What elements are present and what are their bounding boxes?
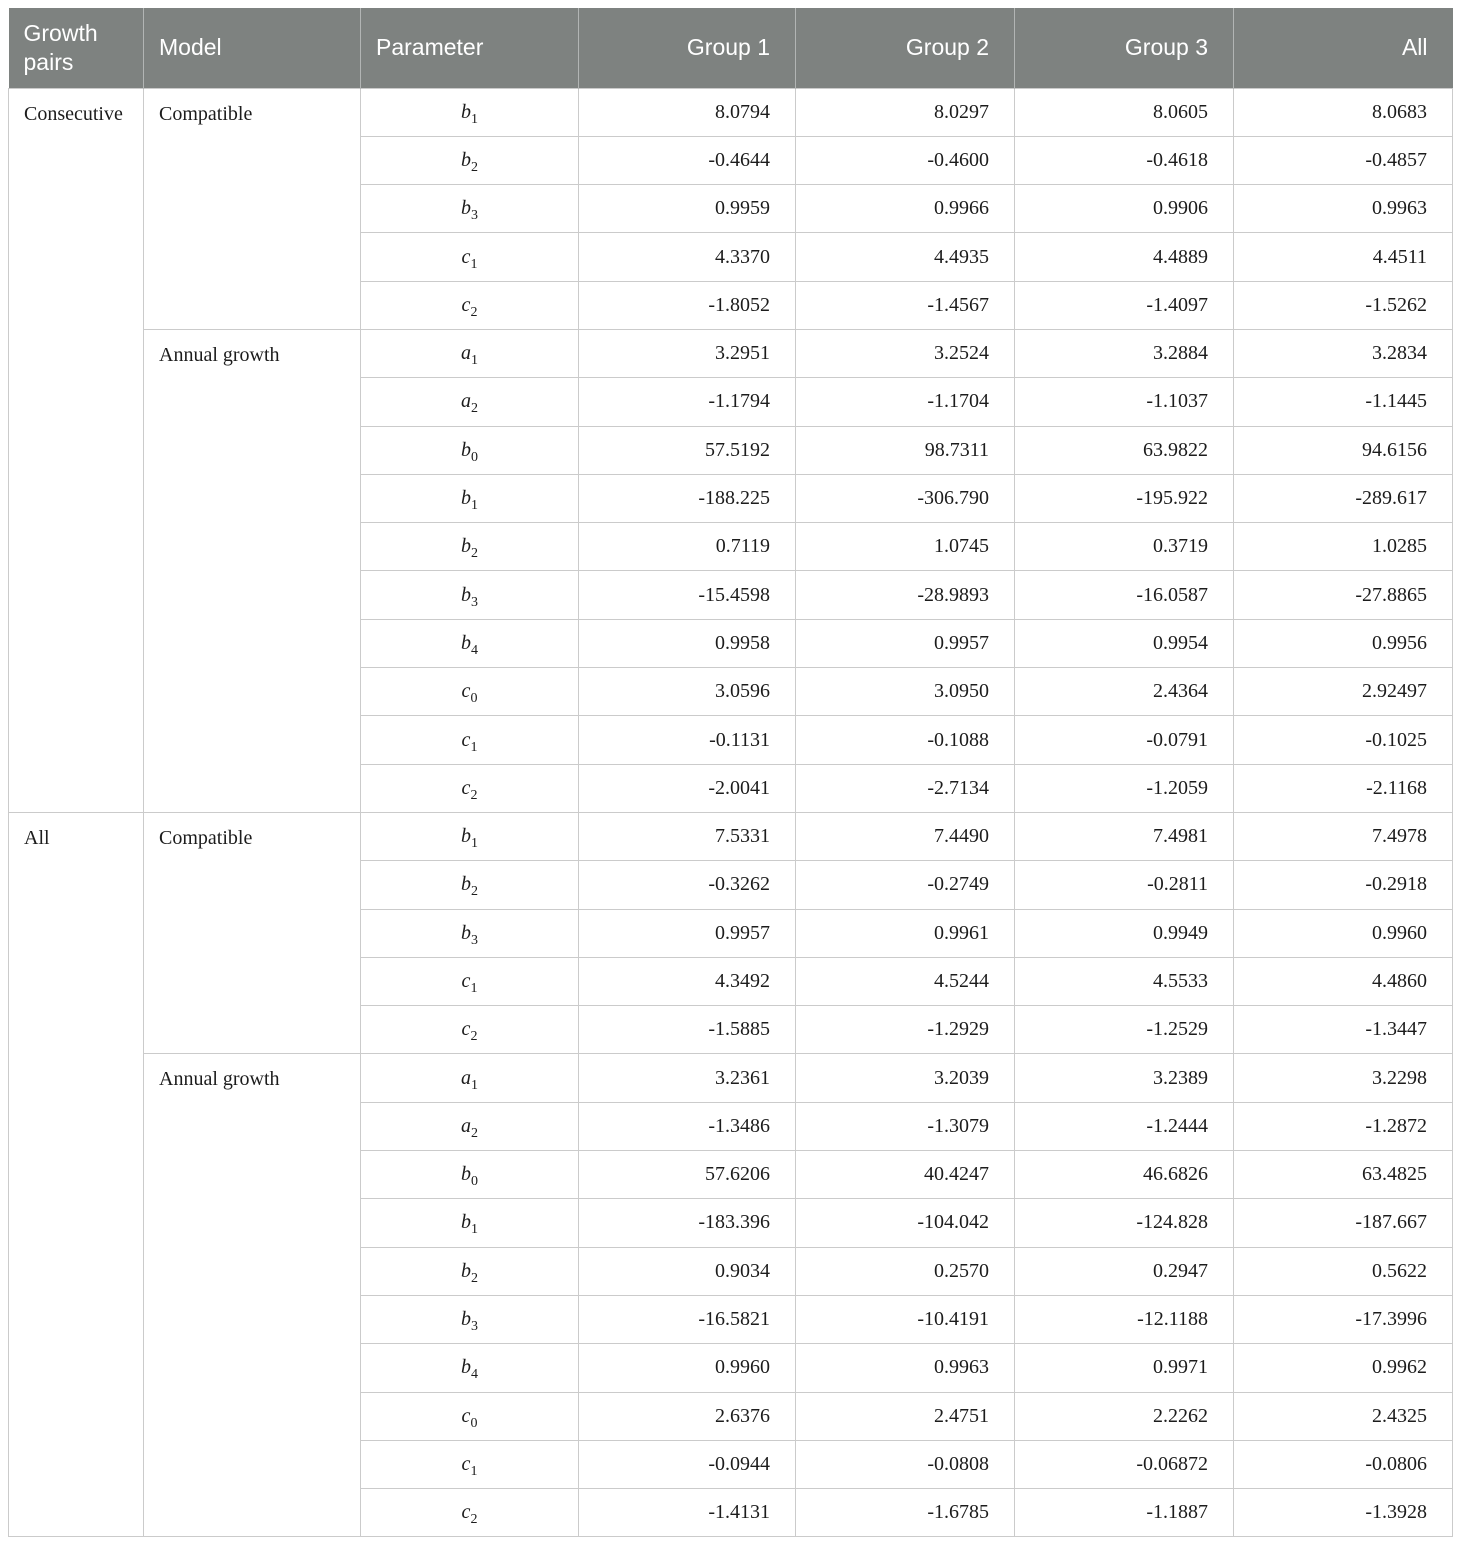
value-cell: -16.0587 (1015, 571, 1234, 619)
value-cell: 4.4889 (1015, 233, 1234, 281)
parameter-cell (361, 88, 579, 136)
value-cell: -1.1887 (1015, 1489, 1234, 1537)
value-cell: -187.667 (1234, 1199, 1453, 1247)
value-cell: 46.6826 (1015, 1151, 1234, 1199)
value-cell: 3.2039 (796, 1054, 1015, 1102)
parameter-symbol: a (461, 1066, 471, 1089)
parameter-cell (361, 281, 579, 329)
parameter-symbol: b (461, 873, 471, 896)
value-cell: -124.828 (1015, 1199, 1234, 1247)
parameter-subscript: 1 (470, 980, 478, 996)
parameter-subscript: 0 (471, 1174, 478, 1190)
parameter-symbol: a (461, 342, 471, 365)
value-cell: -1.1037 (1015, 378, 1234, 426)
value-cell: -0.1025 (1234, 716, 1453, 764)
value-cell: 0.9961 (796, 909, 1015, 957)
value-cell: 0.9034 (579, 1247, 796, 1295)
parameter-cell (361, 619, 579, 667)
table-row (9, 329, 1453, 377)
value-cell: 3.0596 (579, 668, 796, 716)
value-cell: 57.6206 (579, 1151, 796, 1199)
value-cell: 3.2884 (1015, 329, 1234, 377)
parameter-symbol: c (461, 1452, 471, 1475)
value-cell: 8.0794 (579, 88, 796, 136)
parameter-cell (361, 1054, 579, 1102)
value-cell: -0.4600 (796, 136, 1015, 184)
parameter-subscript: 1 (470, 739, 478, 755)
parameter-symbol: b (461, 1308, 471, 1331)
value-cell: -183.396 (579, 1199, 796, 1247)
model-cell: Compatible (144, 812, 361, 1053)
parameter-symbol: b (461, 1163, 471, 1186)
value-cell: 2.6376 (579, 1392, 796, 1440)
value-cell: -1.2929 (796, 1006, 1015, 1054)
value-cell: 0.9957 (579, 909, 796, 957)
parameter-symbol: b (461, 631, 471, 654)
parameter-cell (361, 1102, 579, 1150)
parameter-symbol: c (461, 969, 471, 992)
value-cell: 0.7119 (579, 523, 796, 571)
parameter-cell (361, 668, 579, 716)
value-cell: 57.5192 (579, 426, 796, 474)
parameter-subscript: 2 (471, 884, 478, 900)
column-header-parameter: Parameter (361, 8, 579, 88)
parameter-cell (361, 1199, 579, 1247)
value-cell: 4.5533 (1015, 957, 1234, 1005)
value-cell: -1.2529 (1015, 1006, 1234, 1054)
value-cell: 3.2298 (1234, 1054, 1453, 1102)
value-cell: 4.4860 (1234, 957, 1453, 1005)
value-cell: 8.0605 (1015, 88, 1234, 136)
parameter-subscript: 1 (471, 1222, 478, 1238)
value-cell: -0.4857 (1234, 136, 1453, 184)
value-cell: 4.3492 (579, 957, 796, 1005)
value-cell: 7.5331 (579, 812, 796, 860)
value-cell: -16.5821 (579, 1295, 796, 1343)
value-cell: -1.2059 (1015, 764, 1234, 812)
parameter-cell (361, 1151, 579, 1199)
value-cell: 8.0683 (1234, 88, 1453, 136)
parameter-cell (361, 1440, 579, 1488)
value-cell: 0.9957 (796, 619, 1015, 667)
value-cell: 4.4935 (796, 233, 1015, 281)
value-cell: -1.8052 (579, 281, 796, 329)
value-cell: -15.4598 (579, 571, 796, 619)
parameter-subscript: 2 (471, 1270, 478, 1286)
value-cell: 8.0297 (796, 88, 1015, 136)
value-cell: -0.2811 (1015, 861, 1234, 909)
parameter-symbol: a (461, 1114, 471, 1137)
value-cell: 1.0285 (1234, 523, 1453, 571)
parameter-subscript: 2 (471, 159, 478, 175)
value-cell: 4.3370 (579, 233, 796, 281)
parameters-table (8, 8, 1453, 1537)
value-cell: -0.1088 (796, 716, 1015, 764)
parameter-subscript: 2 (471, 1125, 478, 1141)
parameter-cell (361, 1295, 579, 1343)
value-cell: -1.3079 (796, 1102, 1015, 1150)
value-cell: 3.2951 (579, 329, 796, 377)
parameter-symbol: c (461, 293, 471, 316)
value-cell: 0.9963 (796, 1344, 1015, 1392)
parameter-symbol: c (461, 1404, 471, 1427)
table-body (9, 88, 1453, 1537)
value-cell: -1.5262 (1234, 281, 1453, 329)
parameter-subscript: 2 (470, 1512, 478, 1528)
parameter-symbol: a (461, 390, 471, 413)
table-row (9, 812, 1453, 860)
column-header-growth-pairs: Growth pairs (9, 8, 144, 88)
value-cell: 0.9971 (1015, 1344, 1234, 1392)
parameter-symbol: c (461, 680, 471, 703)
value-cell: 3.2389 (1015, 1054, 1234, 1102)
value-cell: -2.1168 (1234, 764, 1453, 812)
value-cell: 0.9962 (1234, 1344, 1453, 1392)
value-cell: 0.9954 (1015, 619, 1234, 667)
parameter-subscript: 2 (471, 546, 478, 562)
parameter-cell (361, 716, 579, 764)
value-cell: 4.5244 (796, 957, 1015, 1005)
parameter-subscript: 3 (471, 1319, 478, 1335)
parameter-symbol: b (461, 1211, 471, 1234)
value-cell: 2.4325 (1234, 1392, 1453, 1440)
value-cell: 0.9966 (796, 185, 1015, 233)
value-cell: 0.3719 (1015, 523, 1234, 571)
column-header-model: Model (144, 8, 361, 88)
value-cell: -2.0041 (579, 764, 796, 812)
value-cell: 3.0950 (796, 668, 1015, 716)
parameter-subscript: 1 (471, 353, 478, 369)
value-cell: 40.4247 (796, 1151, 1015, 1199)
value-cell: 0.9956 (1234, 619, 1453, 667)
value-cell: -1.2444 (1015, 1102, 1234, 1150)
value-cell: -1.1445 (1234, 378, 1453, 426)
value-cell: -0.2749 (796, 861, 1015, 909)
column-header-group-3: Group 3 (1015, 8, 1234, 88)
parameter-subscript: 3 (471, 594, 478, 610)
value-cell: -104.042 (796, 1199, 1015, 1247)
value-cell: -289.617 (1234, 474, 1453, 522)
parameter-cell (361, 1006, 579, 1054)
parameter-subscript: 1 (471, 498, 478, 514)
parameter-cell (361, 329, 579, 377)
value-cell: -0.2918 (1234, 861, 1453, 909)
table-header (9, 8, 1453, 88)
value-cell: 0.9906 (1015, 185, 1234, 233)
value-cell: 2.92497 (1234, 668, 1453, 716)
value-cell: 3.2524 (796, 329, 1015, 377)
parameter-cell (361, 426, 579, 474)
parameter-symbol: c (461, 728, 471, 751)
value-cell: -28.9893 (796, 571, 1015, 619)
value-cell: -1.2872 (1234, 1102, 1453, 1150)
value-cell: -306.790 (796, 474, 1015, 522)
parameter-symbol: b (461, 535, 471, 558)
parameter-cell (361, 1247, 579, 1295)
model-cell: Annual growth (144, 329, 361, 812)
parameter-cell (361, 523, 579, 571)
value-cell: 1.0745 (796, 523, 1015, 571)
parameter-cell (361, 957, 579, 1005)
value-cell: 0.9960 (579, 1344, 796, 1392)
value-cell: -1.4567 (796, 281, 1015, 329)
value-cell: -1.3447 (1234, 1006, 1453, 1054)
parameter-subscript: 4 (471, 642, 478, 658)
value-cell: -1.4131 (579, 1489, 796, 1537)
value-cell: -10.4191 (796, 1295, 1015, 1343)
value-cell: -0.0944 (579, 1440, 796, 1488)
model-cell: Compatible (144, 88, 361, 329)
parameter-cell (361, 861, 579, 909)
value-cell: 0.2570 (796, 1247, 1015, 1295)
parameter-cell (361, 764, 579, 812)
value-cell: 63.4825 (1234, 1151, 1453, 1199)
column-header-all: All (1234, 8, 1453, 88)
value-cell: -1.4097 (1015, 281, 1234, 329)
value-cell: 0.5622 (1234, 1247, 1453, 1295)
parameter-subscript: 1 (471, 111, 478, 127)
parameter-symbol: b (461, 438, 471, 461)
value-cell: 7.4490 (796, 812, 1015, 860)
value-cell: 94.6156 (1234, 426, 1453, 474)
table-row (9, 1054, 1453, 1102)
value-cell: -17.3996 (1234, 1295, 1453, 1343)
value-cell: 3.2361 (579, 1054, 796, 1102)
parameter-symbol: b (461, 197, 471, 220)
value-cell: 0.9958 (579, 619, 796, 667)
parameter-symbol: b (461, 583, 471, 606)
parameter-symbol: c (461, 1501, 471, 1524)
parameter-symbol: b (461, 1356, 471, 1379)
parameter-symbol: b (461, 1259, 471, 1282)
parameter-subscript: 2 (470, 1029, 478, 1045)
value-cell: 2.4751 (796, 1392, 1015, 1440)
column-header-group-2: Group 2 (796, 8, 1015, 88)
value-cell: 63.9822 (1015, 426, 1234, 474)
parameter-subscript: 2 (471, 401, 478, 417)
value-cell: -27.8865 (1234, 571, 1453, 619)
parameter-subscript: 2 (470, 787, 478, 803)
parameter-cell (361, 474, 579, 522)
value-cell: -195.922 (1015, 474, 1234, 522)
parameter-subscript: 3 (471, 208, 478, 224)
value-cell: -0.06872 (1015, 1440, 1234, 1488)
parameter-subscript: 1 (471, 836, 478, 852)
value-cell: 7.4981 (1015, 812, 1234, 860)
parameter-cell (361, 378, 579, 426)
value-cell: -1.3928 (1234, 1489, 1453, 1537)
parameter-cell (361, 571, 579, 619)
value-cell: -0.1131 (579, 716, 796, 764)
parameter-subscript: 1 (470, 1463, 478, 1479)
parameter-cell (361, 185, 579, 233)
parameter-subscript: 4 (471, 1367, 478, 1383)
parameter-symbol: b (461, 100, 471, 123)
value-cell: 0.2947 (1015, 1247, 1234, 1295)
value-cell: 7.4978 (1234, 812, 1453, 860)
value-cell: -1.1704 (796, 378, 1015, 426)
header-row (9, 8, 1453, 88)
value-cell: 0.9960 (1234, 909, 1453, 957)
parameter-symbol: c (461, 1018, 471, 1041)
value-cell: 2.4364 (1015, 668, 1234, 716)
parameter-symbol: b (461, 921, 471, 944)
parameter-subscript: 1 (471, 1077, 478, 1093)
parameter-cell (361, 1344, 579, 1392)
parameter-symbol: b (461, 825, 471, 848)
value-cell: -1.3486 (579, 1102, 796, 1150)
parameter-symbol: c (461, 776, 471, 799)
parameter-subscript: 2 (470, 304, 478, 320)
parameter-cell (361, 1392, 579, 1440)
value-cell: -0.0791 (1015, 716, 1234, 764)
value-cell: -0.0808 (796, 1440, 1015, 1488)
value-cell: 2.2262 (1015, 1392, 1234, 1440)
value-cell: -0.0806 (1234, 1440, 1453, 1488)
value-cell: -0.4644 (579, 136, 796, 184)
parameter-subscript: 3 (471, 932, 478, 948)
column-header-group-1: Group 1 (579, 8, 796, 88)
parameter-symbol: b (461, 148, 471, 171)
parameter-cell (361, 136, 579, 184)
parameter-subscript: 1 (470, 256, 478, 272)
growth-pairs-cell: Consecutive (9, 88, 144, 812)
value-cell: -188.225 (579, 474, 796, 522)
parameter-symbol: b (461, 487, 471, 510)
value-cell: 4.4511 (1234, 233, 1453, 281)
table-row (9, 88, 1453, 136)
parameter-subscript: 0 (470, 691, 478, 707)
value-cell: 98.7311 (796, 426, 1015, 474)
value-cell: -0.4618 (1015, 136, 1234, 184)
value-cell: -2.7134 (796, 764, 1015, 812)
value-cell: -1.5885 (579, 1006, 796, 1054)
value-cell: -1.6785 (796, 1489, 1015, 1537)
parameter-cell (361, 1489, 579, 1537)
value-cell: 0.9949 (1015, 909, 1234, 957)
parameter-cell (361, 233, 579, 281)
value-cell: 0.9959 (579, 185, 796, 233)
parameter-symbol: c (461, 245, 471, 268)
growth-pairs-cell: All (9, 812, 144, 1536)
parameter-subscript: 0 (470, 1415, 478, 1431)
value-cell: 3.2834 (1234, 329, 1453, 377)
value-cell: 0.9963 (1234, 185, 1453, 233)
model-cell: Annual growth (144, 1054, 361, 1537)
parameter-cell (361, 909, 579, 957)
parameter-subscript: 0 (471, 449, 478, 465)
value-cell: -12.1188 (1015, 1295, 1234, 1343)
parameter-cell (361, 812, 579, 860)
value-cell: -1.1794 (579, 378, 796, 426)
value-cell: -0.3262 (579, 861, 796, 909)
